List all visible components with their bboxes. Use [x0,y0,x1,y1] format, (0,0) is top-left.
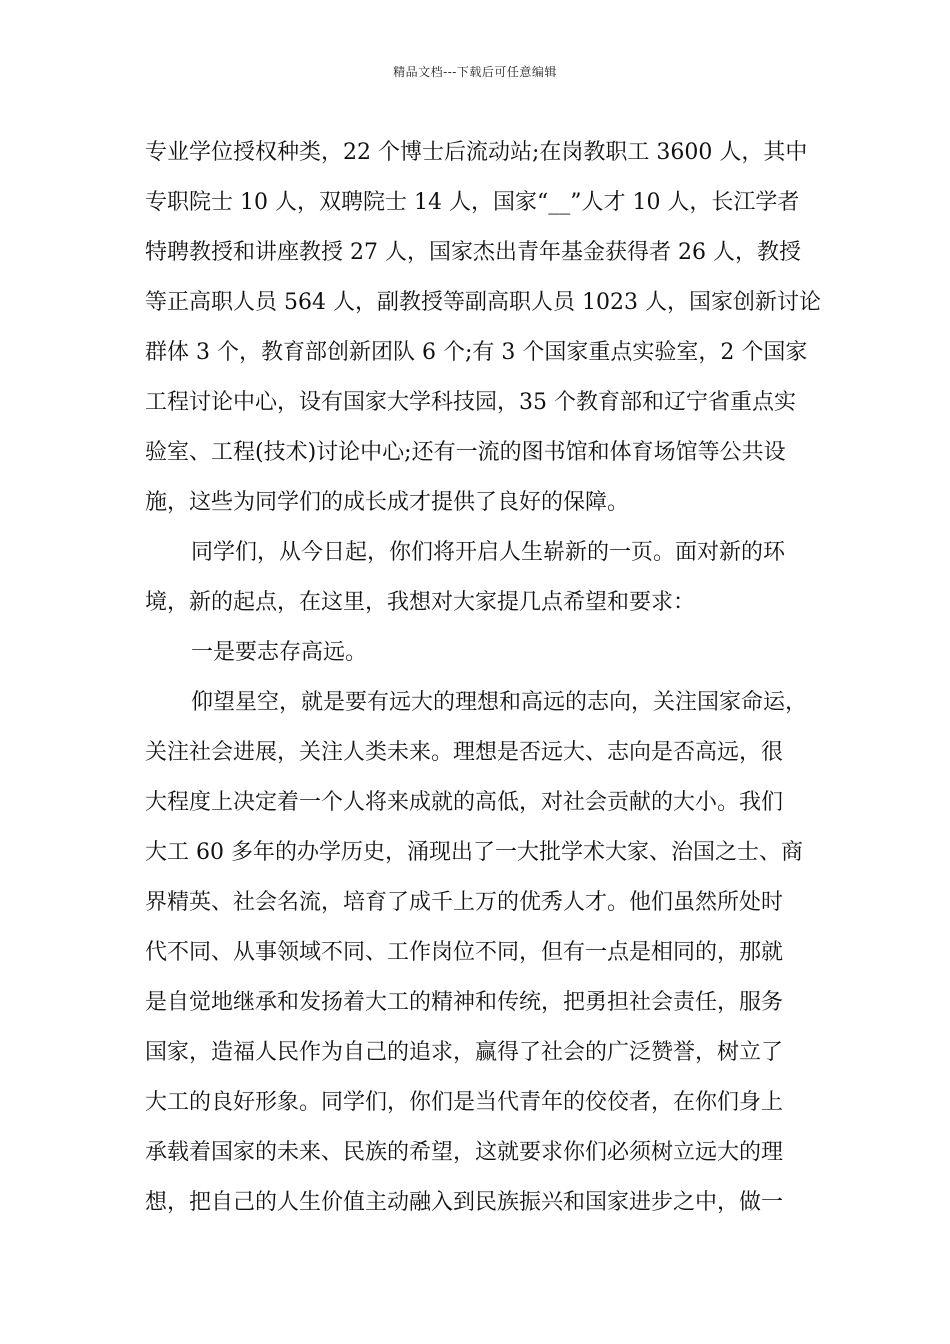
paragraph [145,678,825,1228]
document-body [145,128,825,1228]
text-line: 境，新的起点，在这里，我想对大家提几点希望和要求： [145,590,696,615]
text-line: 群体 3 个，教育部创新团队 6 个;有 3 个国家重点实验室，2 个国家 [145,340,808,365]
text-line: 施，这些为同学们的成长成才提供了良好的保障。 [145,490,630,515]
text-line: 大工的良好形象。同学们，你们是当代青年的佼佼者，在你们身上 [145,1090,784,1115]
text-line: 承载着国家的未来、民族的希望，这就要求你们必须树立远大的理 [145,1140,784,1165]
text-line: 大工 60 多年的办学历史，涌现出了一大批学术大家、治国之士、商 [145,840,803,865]
text-line: 国家，造福人民作为自己的追求，赢得了社会的广泛赞誉，树立了 [145,1040,784,1065]
paragraph [145,528,825,628]
text-line: 工程讨论中心，设有国家大学科技园，35 个教育部和辽宁省重点实 [145,390,796,415]
text-line: 关注社会进展，关注人类未来。理想是否远大、志向是否高远，很 [145,740,784,765]
text-line: 代不同、从事领域不同、工作岗位不同，但有一点是相同的，那就 [145,940,784,965]
text-line: 界精英、社会名流，培育了成千上万的优秀人才。他们虽然所处时 [145,890,784,915]
text-line: 大程度上决定着一个人将来成就的高低，对社会贡献的大小。我们 [145,790,784,815]
text-line: 特聘教授和讲座教授 27 人，国家杰出青年基金获得者 26 人，教授 [145,240,801,265]
text-line: 等正高职人员 564 人，副教授等副高职人员 1023 人，国家创新讨论 [145,290,821,315]
text-line: 想，把自己的人生价值主动融入到民族振兴和国家进步之中，做一 [145,1190,784,1215]
text-line: 专职院士 10 人，双聘院士 14 人，国家“__”人才 10 人，长江学者 [145,190,800,215]
text-line: 验室、工程(技术)讨论中心;还有一流的图书馆和体育场馆等公共设 [145,440,786,465]
text-line: 一是要志存高远。 [191,640,368,665]
text-line: 仰望星空，就是要有远大的理想和高远的志向，关注国家命运， [191,690,808,715]
text-line: 专业学位授权种类，22 个博士后流动站;在岗教职工 3600 人，其中 [145,140,808,165]
text-line: 同学们，从今日起，你们将开启人生崭新的一页。面对新的环 [191,540,786,565]
page-header: 精品文档---下载后可任意编辑 [393,65,557,79]
paragraph [145,128,825,528]
paragraph [145,628,825,678]
text-line: 是自觉地继承和发扬着大工的精神和传统，把勇担社会责任，服务 [145,990,784,1015]
